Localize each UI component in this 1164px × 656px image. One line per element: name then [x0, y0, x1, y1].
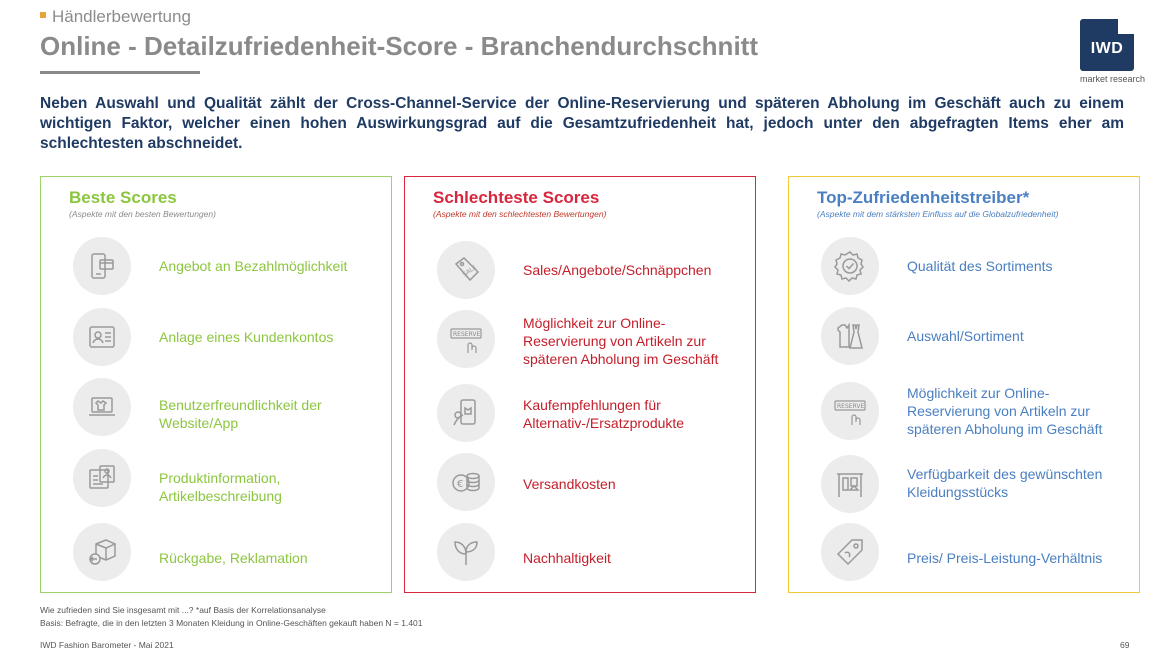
- logo-subtitle: market research: [1080, 74, 1146, 84]
- list-item: [437, 453, 747, 513]
- list-item: [821, 455, 1131, 515]
- item-label: Möglichkeit zur Online- Reservierung von Artikeln zur späteren Abholung im Geschäft: [907, 385, 1103, 437]
- footnote-basis: Basis: Befragte, die in den letzten 3 Monaten Kleidung in Online-Geschäften gekauft haben N = 1.401: [40, 618, 423, 628]
- section-text: Händlerbewertung: [52, 7, 191, 26]
- item-label: Angebot an Bezahlmöglichkeit: [159, 258, 348, 274]
- item-label: Rückgabe, Reklamation: [159, 550, 308, 566]
- best-scores-subtitle: (Aspekte mit den besten Bewertungen): [69, 209, 216, 219]
- svg-text:€: €: [457, 479, 464, 490]
- item-label: Kaufempfehlungen für Alternativ-/Ersatzprodukte: [523, 397, 685, 431]
- sale-text: SALE: [461, 263, 479, 279]
- item-label: Benutzerfreundlichkeit der Website/App: [159, 397, 322, 431]
- item-label: Möglichkeit zur Online- Reservierung von Artikeln zur späteren Abholung im Geschäft: [523, 315, 719, 367]
- list-item: [821, 523, 1131, 583]
- sale-tag-icon: [437, 241, 495, 299]
- item-label: Auswahl/Sortiment: [907, 328, 1024, 344]
- worst-scores-title: Schlechteste Scores: [433, 188, 600, 207]
- logo-text: IWD: [1090, 40, 1124, 57]
- intro-text: Neben Auswahl und Qualität zählt der Cross-Channel-Service der Online-Reservierung und späteren Abholung im Geschäft auch zu einem wichtigen Faktor, welcher einen hohen Auswirkungsgrad auf die Gesamtzufriedenheit hat, jedoch unter den abgefragten Items eher am schlechtesten abschneidet.: [40, 95, 1124, 152]
- page-title: Online - Detailzufriedenheit-Score - Branchendurchschnitt: [40, 31, 758, 61]
- top-drivers-box: [788, 176, 1140, 593]
- list-item: [437, 241, 747, 301]
- item-label: Nachhaltigkeit: [523, 550, 611, 566]
- payment-icon: [73, 237, 131, 295]
- price-tag-icon: [821, 523, 879, 581]
- return-box-icon: [73, 523, 131, 581]
- laptop-shirt-icon: [73, 378, 131, 436]
- list-item: [437, 384, 747, 444]
- list-item: [73, 449, 383, 509]
- clothing-icon: [821, 307, 879, 365]
- account-card-icon: [73, 308, 131, 366]
- list-item: [821, 237, 1131, 297]
- list-item: [73, 308, 383, 368]
- worst-scores-box: [404, 176, 756, 593]
- coins-icon: [437, 453, 495, 511]
- list-item: [437, 523, 747, 583]
- list-item: [437, 310, 747, 370]
- iwd-logo: [1080, 19, 1134, 71]
- quality-badge-icon: [821, 237, 879, 295]
- leaf-icon: [437, 523, 495, 581]
- reserve-text: RESERVE: [837, 403, 865, 410]
- list-item: [821, 307, 1131, 367]
- list-item: [821, 382, 1131, 442]
- item-label: Qualität des Sortiments: [907, 258, 1053, 274]
- recommendation-icon: [437, 384, 495, 442]
- best-scores-title: Beste Scores: [69, 188, 177, 207]
- reserve-text: RESERVE: [453, 331, 481, 338]
- best-scores-box: [40, 176, 392, 593]
- list-item: [73, 237, 383, 297]
- list-item: [73, 523, 383, 583]
- list-item: [73, 378, 383, 438]
- item-label: Preis/ Preis-Leistung-Verhältnis: [907, 550, 1103, 566]
- clothes-rack-icon: [821, 455, 879, 513]
- section-label: [40, 7, 191, 27]
- source-label: IWD Fashion Barometer - Mai 2021: [40, 640, 174, 650]
- worst-scores-subtitle: (Aspekte mit den schlechtesten Bewertungen): [433, 209, 607, 219]
- bullet-square: [40, 12, 46, 18]
- item-label: Produktinformation, Artikelbeschreibung: [159, 470, 282, 504]
- product-info-icon: [73, 449, 131, 507]
- reserve-icon: [821, 382, 879, 440]
- item-label: Verfügbarkeit des gewünschten Kleidungsstücks: [907, 466, 1103, 500]
- reserve-icon: [437, 310, 495, 368]
- top-drivers-subtitle: (Aspekte mit dem stärksten Einfluss auf die Globalzufriedenheit): [817, 209, 1059, 219]
- title-underline: [40, 71, 200, 74]
- item-label: Sales/Angebote/Schnäppchen: [523, 262, 712, 278]
- footnote-question: Wie zufrieden sind Sie insgesamt mit ...? *auf Basis der Korrelationsanalyse: [40, 605, 326, 615]
- item-label: Anlage eines Kundenkontos: [159, 329, 334, 345]
- item-label: Versandkosten: [523, 476, 616, 492]
- page-number: 69: [1120, 640, 1130, 650]
- top-drivers-title: Top-Zufriedenheitstreiber*: [817, 188, 1030, 207]
